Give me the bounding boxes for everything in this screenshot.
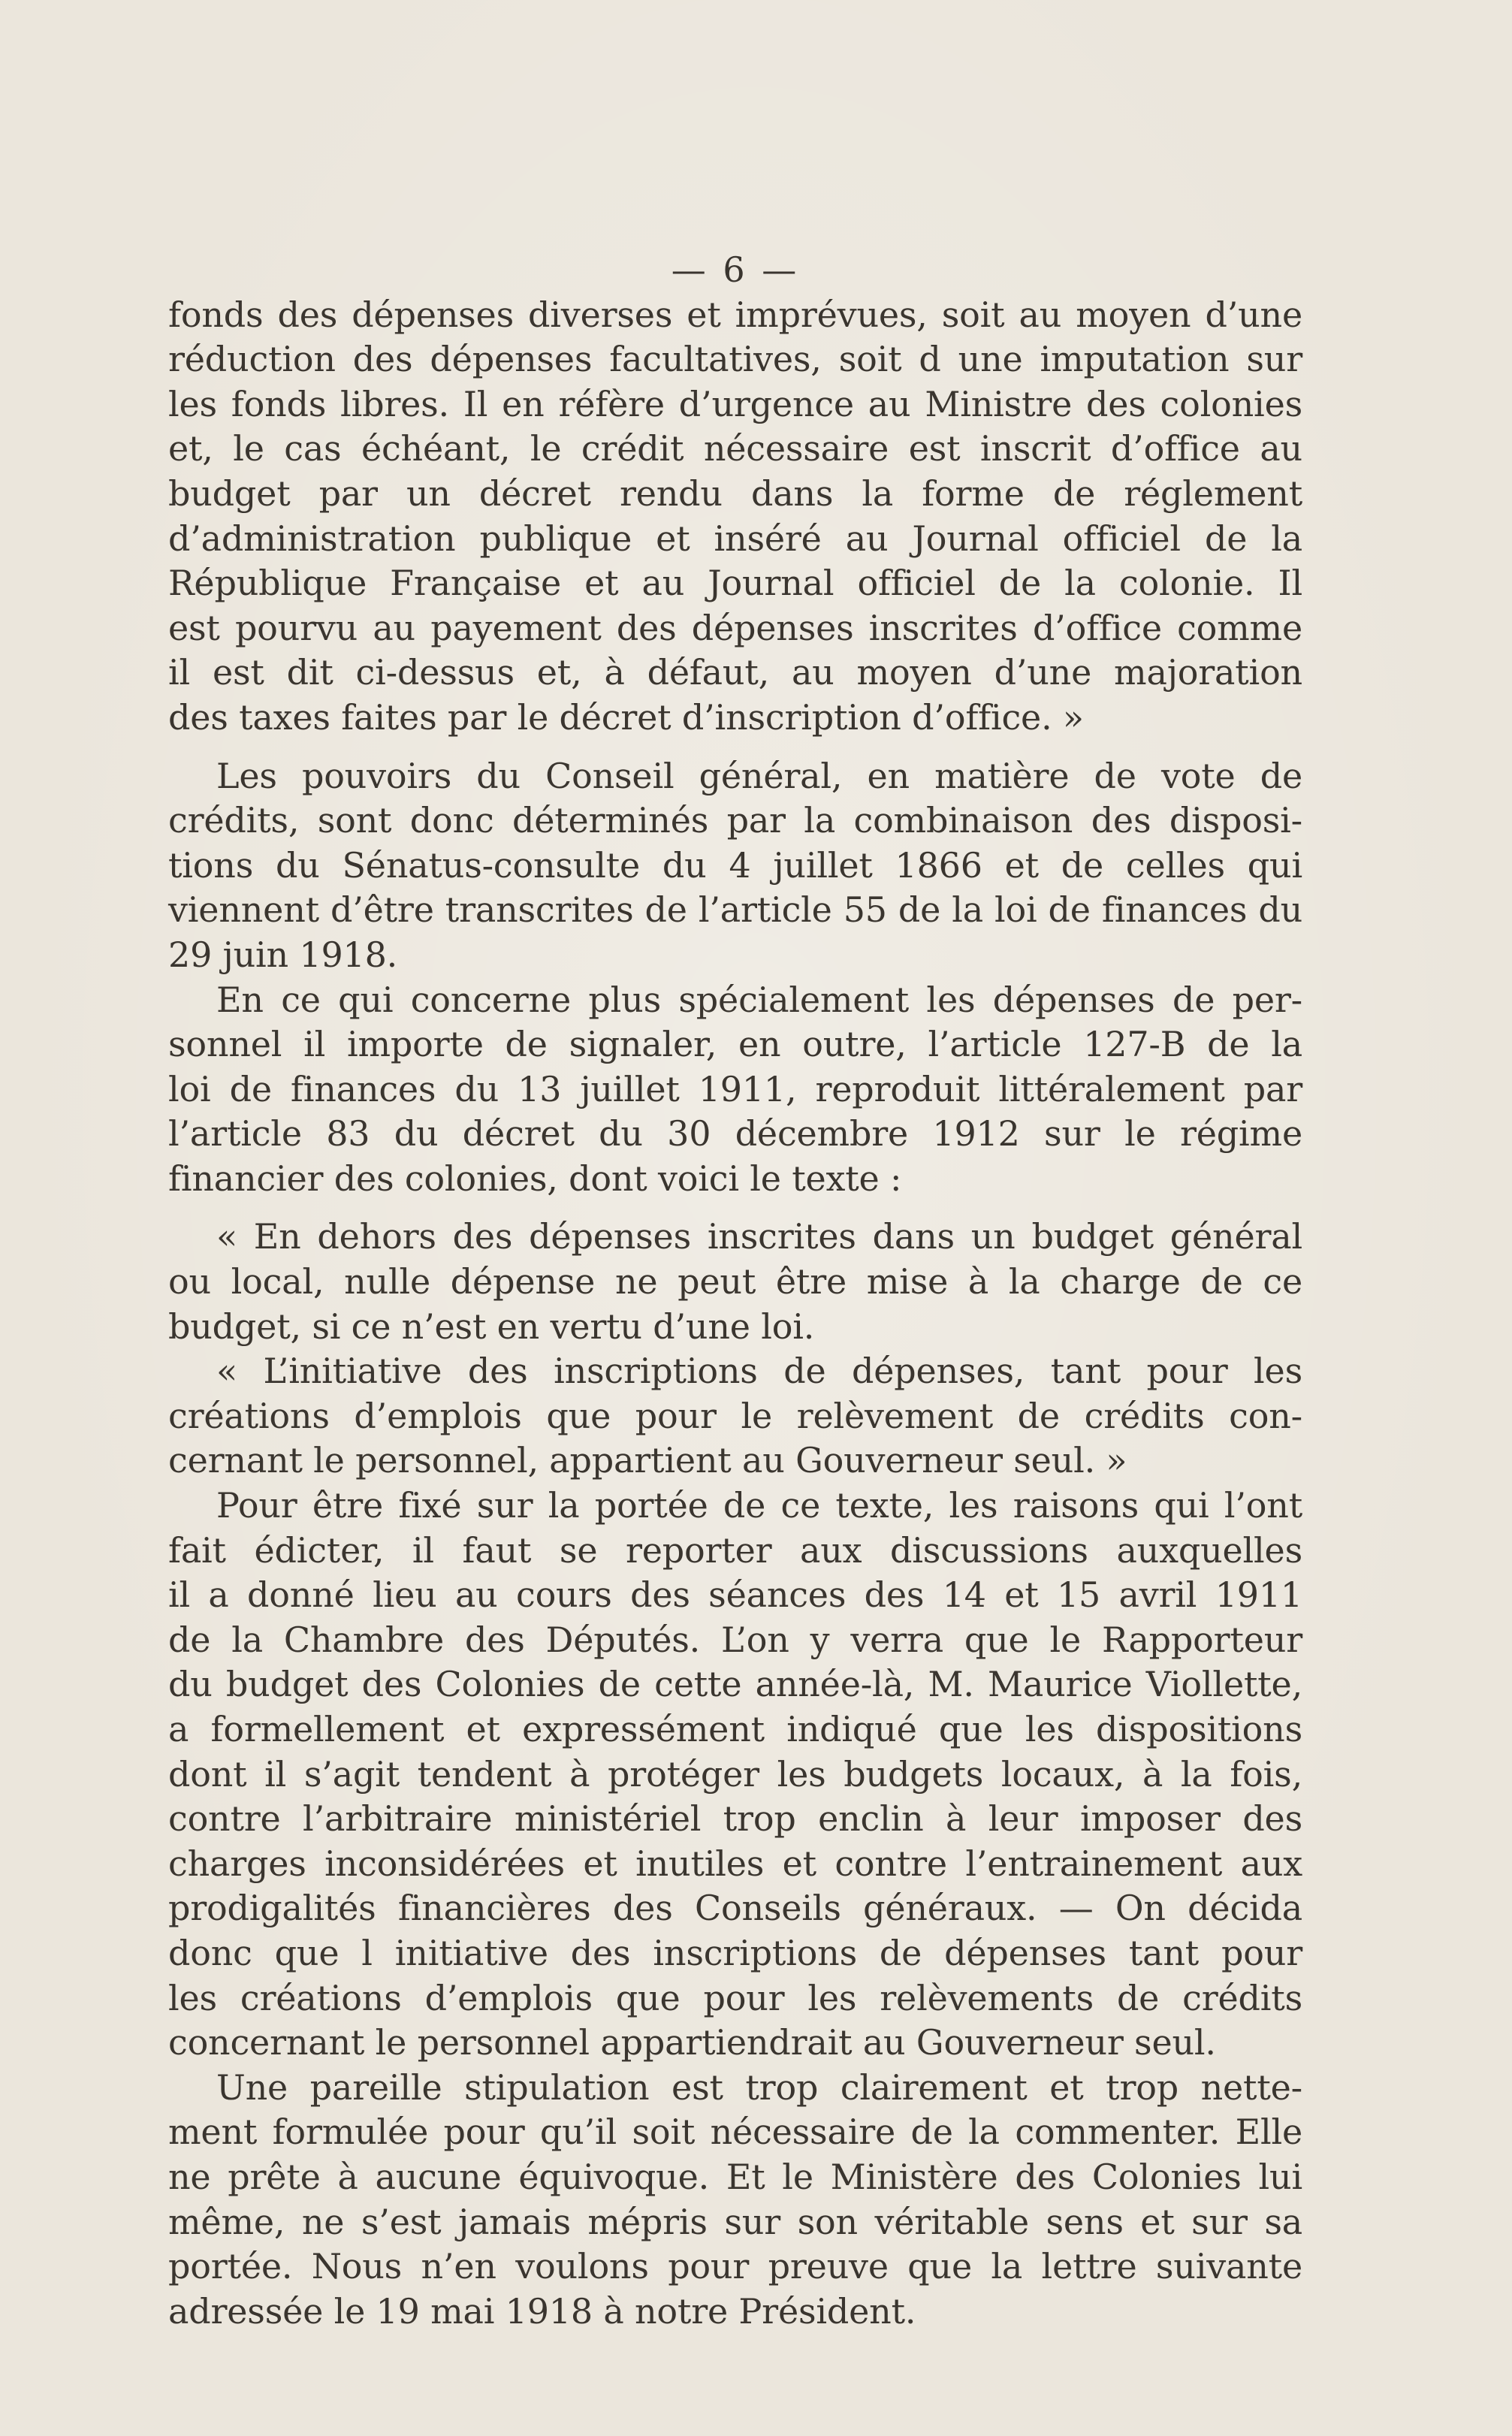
text-line: portée. Nous n’en voulons pour preuve que la lettre suivante bbox=[168, 2246, 1302, 2287]
text-line: il est dit ci-dessus et, à défaut, au moyen d’une majoration bbox=[168, 652, 1302, 693]
paragraph-gap bbox=[168, 1201, 1302, 1215]
text-line: loi de finances du 13 juillet 1911, reproduit littéralement par bbox=[168, 1068, 1302, 1109]
text-line: « L’initiative des inscriptions de dépenses, tant pour les bbox=[216, 1351, 1302, 1392]
paragraph bbox=[168, 1349, 1302, 1484]
text-line: ne prête à aucune équivoque. Et le Ministère des Colonies lui bbox=[168, 2156, 1302, 2197]
paragraph bbox=[168, 2066, 1302, 2335]
text-line: République Française et au Journal officiel de la colonie. Il bbox=[168, 563, 1302, 604]
text-line: des taxes faites par le décret d’inscription d’office. » bbox=[168, 696, 1084, 738]
text-line: réduction des dépenses facultatives, soit d une imputation sur bbox=[168, 339, 1302, 380]
text-line: même, ne s’est jamais mépris sur son véritable sens et sur sa bbox=[168, 2201, 1302, 2242]
paragraph-gap bbox=[168, 741, 1302, 754]
text-line: financier des colonies, dont voici le texte : bbox=[168, 1158, 902, 1199]
text-line: créations d’emplois que pour le relèvement de crédits con- bbox=[168, 1395, 1302, 1436]
text-line: est pourvu au payement des dépenses inscrites d’office comme bbox=[168, 607, 1302, 648]
text-line: Une pareille stipulation est trop clairement et trop nette- bbox=[216, 2066, 1302, 2108]
text-line: Les pouvoirs du Conseil général, en matière de vote de bbox=[216, 755, 1302, 796]
text-line: contre l’arbitraire ministériel trop enclin à leur imposer des bbox=[168, 1798, 1302, 1840]
text-line: concernant le personnel appartiendrait au Gouverneur seul. bbox=[168, 2022, 1216, 2063]
text-line: « En dehors des dépenses inscrites dans un budget général bbox=[216, 1216, 1302, 1257]
text-line: a formellement et expressément indiqué que les dispositions bbox=[168, 1709, 1302, 1749]
text-line: budget par un décret rendu dans la forme de réglement bbox=[168, 472, 1302, 514]
text-line: En ce qui concerne plus spécialement les dépenses de per- bbox=[216, 979, 1302, 1020]
text-line: sonnel il importe de signaler, en outre, l’article 127-B de la bbox=[168, 1024, 1302, 1065]
text-line: l’article 83 du décret du 30 décembre 1912 sur le régime bbox=[168, 1113, 1302, 1155]
text-line: tions du Sénatus-consulte du 4 juillet 1866 et de celles qui bbox=[168, 844, 1302, 886]
text-line: Pour être fixé sur la portée de ce texte, les raisons qui l’ont bbox=[216, 1485, 1302, 1526]
text-line: de la Chambre des Députés. L’on y verra que le Rapporteur bbox=[168, 1619, 1302, 1660]
text-block bbox=[168, 248, 1302, 2334]
text-line: dont il s’agit tendent à protéger les budgets locaux, à la fois, bbox=[168, 1753, 1302, 1795]
paragraph bbox=[168, 754, 1302, 978]
text-line: fait édicter, il faut se reporter aux discussions auxquelles bbox=[168, 1529, 1302, 1571]
text-line: et, le cas échéant, le crédit nécessaire est inscrit d’office au bbox=[168, 428, 1302, 469]
text-line: crédits, sont donc déterminés par la combinaison des disposi- bbox=[168, 800, 1302, 841]
paragraph bbox=[168, 1215, 1302, 1349]
text-line: donc que l initiative des inscriptions de dépenses tant pour bbox=[168, 1932, 1302, 1973]
paragraph bbox=[168, 1484, 1302, 2066]
text-line: les créations d’emplois que pour les relèvements de crédits bbox=[168, 1977, 1302, 2018]
text-line: prodigalités financières des Conseils généraux. — On décida bbox=[168, 1888, 1302, 1929]
paragraph bbox=[168, 293, 1302, 741]
text-line: cernant le personnel, appartient au Gouverneur seul. » bbox=[168, 1440, 1127, 1481]
text-line: ment formulée pour qu’il soit nécessaire de la commenter. Elle bbox=[168, 2112, 1302, 2153]
text-line: du budget des Colonies de cette année-là, M. Maurice Viollette, bbox=[168, 1664, 1302, 1705]
text-line: adressée le 19 mai 1918 à notre Président. bbox=[168, 2290, 916, 2332]
page-number: — 6 — bbox=[671, 249, 800, 290]
text-line: 29 juin 1918. bbox=[168, 934, 398, 975]
text-line: les fonds libres. Il en réfère d’urgence au Ministre des colonies bbox=[168, 383, 1302, 424]
paragraph bbox=[168, 978, 1302, 1202]
text-line: d’administration publique et inséré au Journal officiel de la bbox=[168, 518, 1302, 559]
paragraphs bbox=[168, 293, 1302, 2335]
text-line: ou local, nulle dépense ne peut être mise à la charge de ce bbox=[168, 1261, 1302, 1303]
text-line: budget, si ce n’est en vertu d’une loi. bbox=[168, 1306, 815, 1347]
text-line: fonds des dépenses diverses et imprévues, soit au moyen d’une bbox=[168, 294, 1302, 335]
text-line: charges inconsidérées et inutiles et contre l’entrainement aux bbox=[168, 1843, 1302, 1884]
text-line: viennent d’être transcrites de l’article 55 de la loi de finances du bbox=[168, 889, 1302, 931]
text-line: il a donné lieu au cours des séances des 14 et 15 avril 1911 bbox=[168, 1574, 1302, 1616]
